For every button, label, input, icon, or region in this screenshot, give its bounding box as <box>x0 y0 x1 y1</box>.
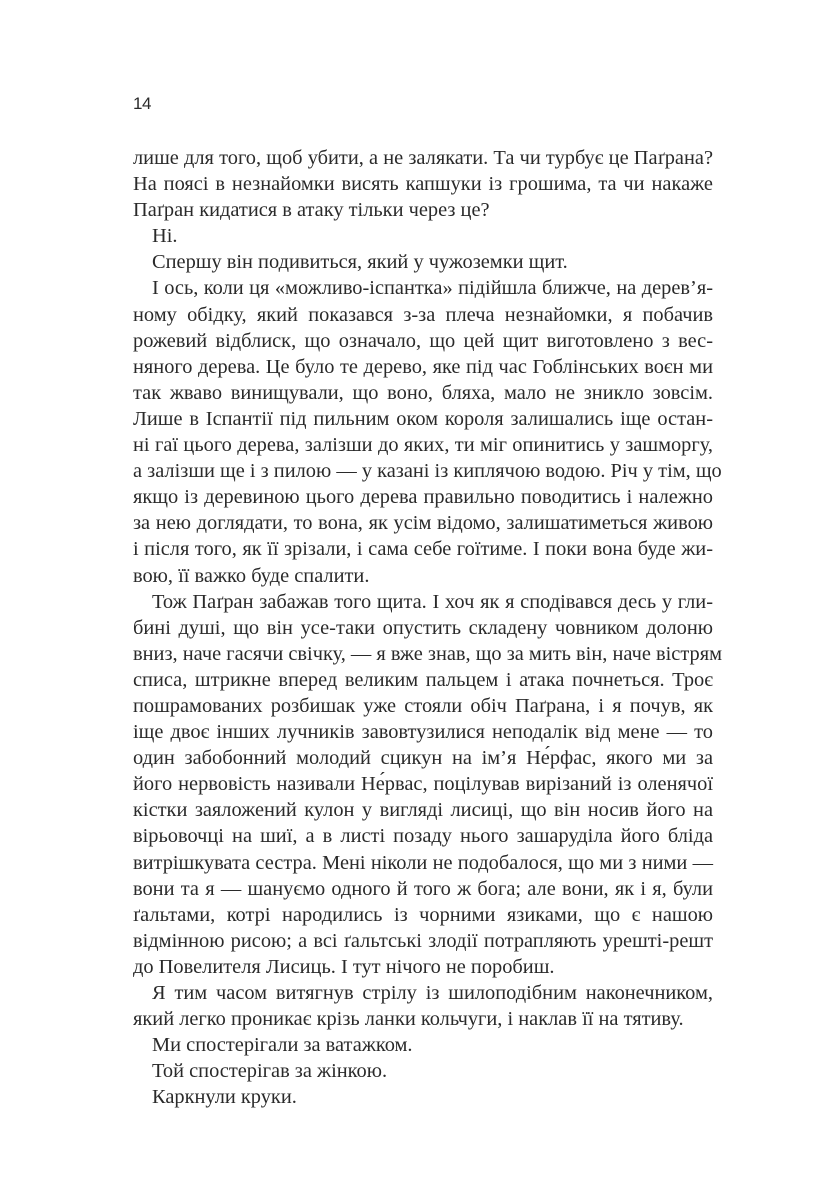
text-line: вниз, наче гасячи свічку, — я вже знав, що за мить він, наче вістрям <box>133 642 722 665</box>
text-line: іще двоє інших лучників завовтузилися неподалік від мене — то <box>133 721 713 744</box>
text-line: ні гаї цього дерева, залізши до яких, ти міг опинитись у зашморгу, <box>133 434 713 457</box>
text-line: Ні. <box>152 225 178 248</box>
text-line: няного дерева. Це було те дерево, яке під час Гоблінських воєн ми <box>133 355 713 378</box>
text-line: Спершу він подивиться, який у чужоземки щит. <box>152 251 568 274</box>
text-line: один забобонний молодий сцикун на ім’я Не́рфас, якого ми за <box>133 747 713 770</box>
text-line: Тож Паґран забажав того щита. І хоч як я сподівався десь у гли- <box>152 590 713 613</box>
text-line: пошрамованих розбишак уже стояли обіч Паґрана, і я почув, як <box>133 694 713 717</box>
text-line: Я тим часом витягнув стрілу із шилоподібним наконечником, <box>152 982 713 1004</box>
page-number: 14 <box>133 94 151 113</box>
text-line: який легко проникає крізь ланки кольчуги, і наклав її на тятиву. <box>133 1008 684 1031</box>
text-line: Каркнули круки. <box>152 1086 297 1109</box>
text-line: вірьовочці на шиї, а в листі позаду нього зашаруділа його бліда <box>133 825 713 848</box>
text-line: На поясі в незнайомки висять капшуки із грошима, та чи накаже <box>133 173 713 196</box>
text-line: вою, її важко буде спалити. <box>133 564 370 587</box>
text-line: відмінною рисою; а всі ґальтські злодії потрапляють урешті-решт <box>133 929 713 952</box>
text-line: Той спостерігав за жінкою. <box>152 1060 388 1083</box>
text-line: вони та я — шануємо одного й того ж бога; але вони, як і я, були <box>133 877 713 900</box>
text-line: його нервовість називали Не́рвас, поцілував вирізаний із оленячої <box>133 773 713 796</box>
text-line: Паґран кидатися в атаку тільки через це? <box>133 199 490 222</box>
text-line: витрішкувата сестра. Мені ніколи не подобалося, що ми з ними — <box>133 851 713 874</box>
text-line: ґальтами, котрі народились із чорними язиками, що є нашою <box>133 903 713 926</box>
text-line: рожевий відблиск, що означало, що цей щит виготовлено з вес- <box>133 329 713 352</box>
text-line: І ось, коли ця «можливо-іспантка» підійшла ближче, на дерев’я- <box>152 277 713 300</box>
text-line: до Повелителя Лисиць. І тут нічого не поробиш. <box>133 955 555 978</box>
text-line: і після того, як її зрізали, і сама себе гоїтиме. І поки вона буде жи- <box>133 538 713 561</box>
text-line: Лише в Іспантії під пильним оком короля залишались іще остан- <box>133 407 713 430</box>
text-line: а залізши ще і з пилою — у казані із киплячою водою. Річ у тім, що <box>133 460 722 483</box>
text-line: лише для того, щоб убити, а не залякати. Та чи турбує це Паґрана? <box>133 147 713 169</box>
text-line: Ми спостерігали за ватажком. <box>152 1034 413 1057</box>
text-line: кістки заяложений кулон у вигляді лисиці, що він носив його на <box>133 799 713 822</box>
text-line: за нею доглядати, то вона, як усім відомо, залишатиметься живою <box>133 512 713 535</box>
text-line: ному обідку, який показався з-за плеча незнайомки, я побачив <box>133 303 713 326</box>
body-text <box>133 145 722 1110</box>
text-line: бині душі, що він усе-таки опустить складену човником долоню <box>133 616 713 639</box>
text-line: так жваво винищували, що воно, бляха, мало не зникло зовсім. <box>133 381 713 404</box>
text-line: списа, штрикне вперед великим пальцем і атака почнеться. Троє <box>133 668 713 691</box>
text-line: якщо із деревиною цього дерева правильно поводитись і належно <box>133 486 713 509</box>
